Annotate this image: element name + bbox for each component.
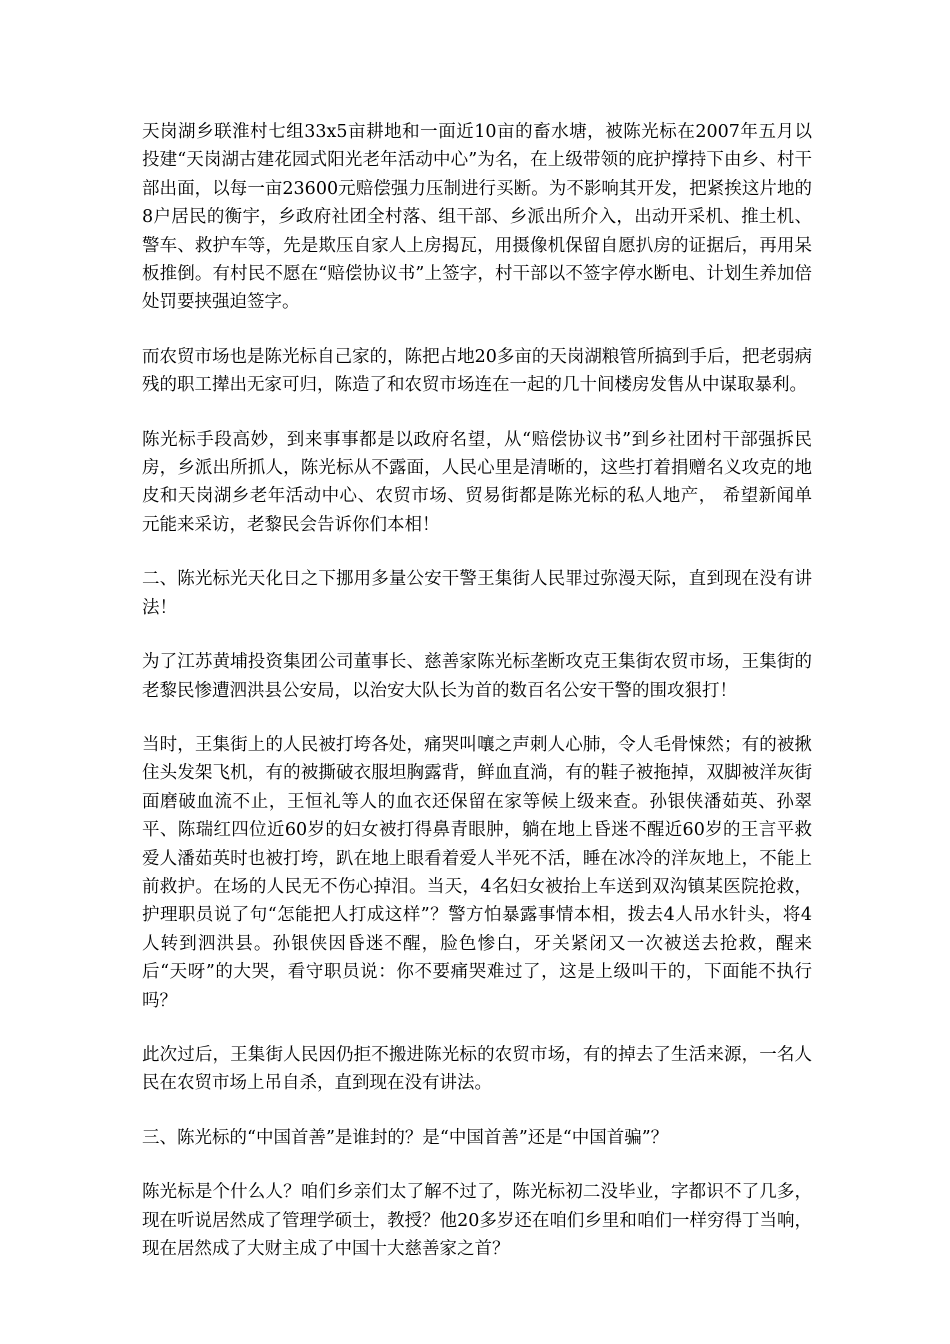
section-heading-two: 二、陈光标光天化日之下挪用多量公安干警王集街人民罪过弥漫天际，直到现在没有讲法！ <box>142 569 812 618</box>
paragraph-background: 陈光标是个什么人？咱们乡亲们太了解不过了，陈光标初二没毕业，字都识不了几多，现在听说居然成了管理学硕士，教授？他20多岁还在咱们乡里和咱们一样穷得丁当响，现在居然成了大财主成了中国十大慈善家之首？ <box>142 1182 812 1259</box>
paragraph-police-siege: 为了江苏黄埔投资集团公司董事长、慈善家陈光标垄断攻克王集街农贸市场，王集街的老黎民惨遭泗洪县公安局，以治安大队长为首的数百名公安干警的围攻狠打！ <box>142 652 812 701</box>
section-heading-three: 三、陈光标的“中国首善”是谁封的？是“中国首善”还是“中国首骗”？ <box>142 1127 669 1148</box>
paragraph-beating-account: 当时，王集街上的人民被打垮各处，痛哭叫嚷之声刺人心肺，令人毛骨悚然；有的被揪住头发架飞机，有的被撕破衣服坦胸露背，鲜血直淌，有的鞋子被拖掉，双脚被洋灰街面磨破血流不止，王恒礼等人的血衣还保留在家等候上级来查。孙银侠潘茹英、孙翠平、陈瑞红四位近60岁的妇女被打得鼻青眼肿，躺在地上昏迷不醒近60岁的王言平救爱人潘茹英时也被打垮，趴在地上眼看着爱人半死不活，睡在冰冷的洋灰地上，不能上前救护。在场的人民无不伤心掉泪。当天，4名妇女被抬上车送到双沟镇某医院抢救，护理职员说了句“怎能把人打成这样”？警方怕暴露事情本相，拨去4人吊水针头，将4人转到泗洪县。孙银侠因昏迷不醒，脸色惨白，牙关紧闭又一次被送去抢救，醒来后“天呀”的大哭，看守职员说：你不要痛哭难过了，这是上级叫干的，下面能不执行吗？ <box>142 734 812 1011</box>
paragraph-aftermath: 此次过后，王集街人民因仍拒不搬进陈光标的农贸市场，有的掉去了生活来源，一名人民在农贸市场上吊自杀，直到现在没有讲法。 <box>142 1044 812 1094</box>
paragraph-farmers-market: 而农贸市场也是陈光标自己家的，陈把占地20多亩的天岗湖粮管所搞到手后，把老弱病残的职工撵出无家可归，陈造了和农贸市场连在一起的几十间楼房发售从中谋取暴利。 <box>142 346 812 396</box>
paragraph-private-property: 陈光标手段高妙，到来事事都是以政府名望，从“赔偿协议书”到乡社团村干部强拆民房，乡派出所抓人，陈光标从不露面，人民心里是清晰的，这些打着捐赠名义攻克的地皮和天岗湖乡老年活动中心、农贸市场、贸易街都是陈光标的私人地产， 希望新闻单元能来采访，老黎民会告诉你们本相！ <box>142 429 812 535</box>
paragraph-land-requisition: 天岗湖乡联淮村七组33x5亩耕地和一面近10亩的畜水塘，被陈光标在2007年五月以投建“天岗湖古建花园式阳光老年活动中心”为名，在上级带领的庇护撑持下由乡、村干部出面，以每一亩23600元赔偿强力压制进行买断。为不影响其开发，把紧挨这片地的8户居民的衡宇，乡政府社团全村落、组干部、乡派出所介入，出动开采机、推土机、警车、救护车等，先是欺压自家人上房揭瓦，用摄像机保留自愿扒房的证据后，再用呆板推倒。有村民不愿在“赔偿协议书”上签字，村干部以不签字停水断电、计划生养加倍处罚要挟强迫签字。 <box>142 122 812 313</box>
document-page <box>142 118 812 1289</box>
